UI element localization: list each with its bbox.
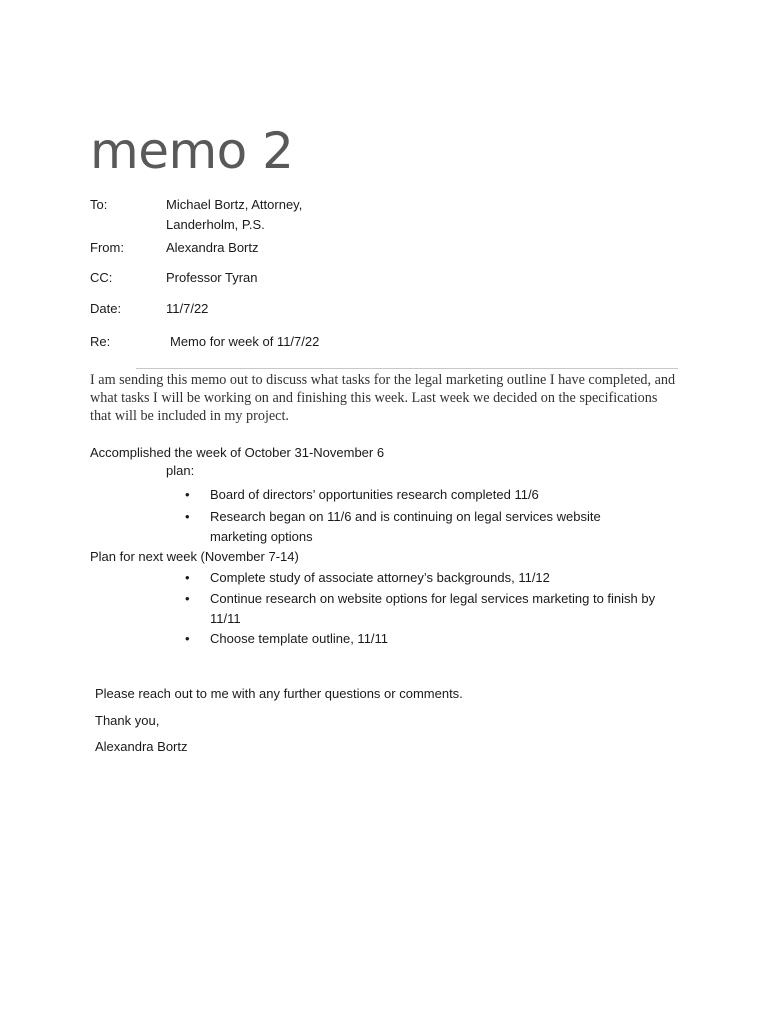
date-label: Date:: [90, 301, 122, 316]
accomplished-item: Research began on 11/6 and is continuing on legal services website marketing options: [210, 509, 601, 544]
next-week-item: Choose template outline, 11/11: [210, 631, 389, 646]
re-label: Re:: [90, 334, 111, 349]
bullet-marker: •: [185, 487, 190, 502]
next-week-item: Continue research on website options for legal services marketing to finish by 11/11: [210, 591, 656, 626]
next-week-item: Complete study of associate attorney’s backgrounds, 11/12: [210, 570, 550, 585]
to-label: To:: [90, 197, 108, 212]
to-value-line2: Landerholm, P.S.: [166, 217, 265, 232]
from-label: From:: [90, 240, 124, 255]
next-week-heading: Plan for next week (November 7-14): [90, 549, 299, 564]
accomplished-heading: Accomplished the week of October 31-November 6: [90, 445, 385, 460]
signature: Alexandra Bortz: [95, 739, 188, 754]
bullet-marker: •: [185, 509, 190, 524]
bullet-marker: •: [185, 631, 190, 646]
header-divider: [136, 368, 678, 369]
accomplished-item: Board of directors’ opportunities research completed 11/6: [210, 487, 539, 502]
intro-paragraph: I am sending this memo out to discuss what tasks for the legal marketing outline I have completed, and what tasks I will be working on and finishing this week. Last week we decided on the specifications that will be included in my project.: [90, 372, 676, 424]
cc-value: Professor Tyran: [166, 270, 258, 285]
re-value: Memo for week of 11/7/22: [170, 334, 320, 349]
bullet-marker: •: [185, 570, 190, 585]
to-value-line1: Michael Bortz, Attorney,: [166, 197, 303, 212]
date-value: 11/7/22: [166, 301, 209, 316]
accomplished-subheading: plan:: [166, 463, 195, 478]
bullet-marker: •: [185, 591, 190, 606]
memo-title: memo 2: [90, 122, 294, 180]
cc-label: CC:: [90, 270, 113, 285]
closing-line: Please reach out to me with any further questions or comments.: [95, 686, 463, 701]
closing-thanks: Thank you,: [95, 713, 160, 728]
from-value: Alexandra Bortz: [166, 240, 259, 255]
